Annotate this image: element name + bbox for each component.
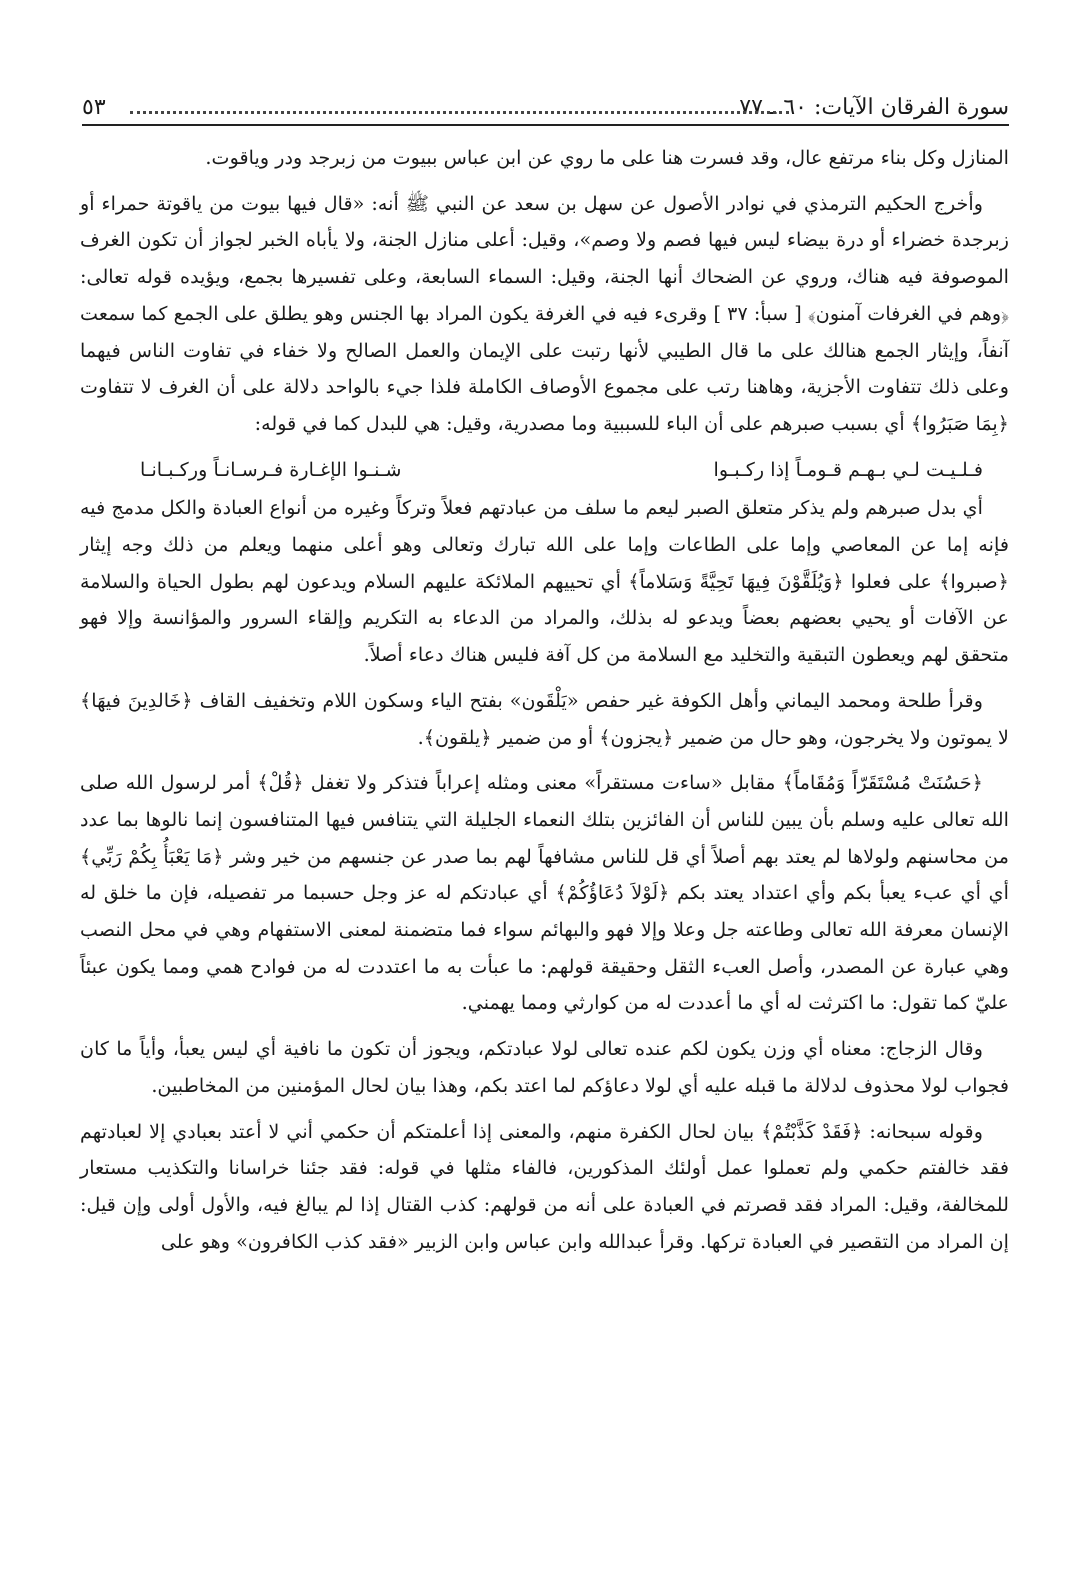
paragraph: المنازل وكل بناء مرتفع عال، وقد فسرت هنا على ما روي عن ابن عباس ببيوت من زبرجد ودر وياقوت. — [205, 146, 1009, 169]
body-text — [80, 140, 1009, 1269]
verse-second-hemistich: شـنـوا الإغـارة فـرسـانـاً وركـبـانـا — [140, 457, 402, 481]
paragraph: وقرأ طلحة ومحمد اليماني وأهل الكوفة غير حفص «يَلْقَون» بفتح الياء وسكون اللام وتخفيف القاف ﴿خَالدِينَ فيهَا﴾ لا يموتون ولا يخرجون، وهو حال من ضمير ﴿يجزون﴾ أو من ضمير ﴿يلقون﴾. — [80, 688, 1009, 749]
paragraph: أي بدل صبرهم ولم يذكر متعلق الصبر ليعم ما سلف من عبادتهم فعلاً وتركاً وغيره من أنواع العبادة والكل مدمج فيه فإنه إما عن المعاصي وإما على الطاعات وإما على الله تبارك وتعالى وهو أعلى منهما ويعلم من ذلك وجه إيثار ﴿صبروا﴾ على فعلوا ﴿وَيُلَقَّوْنَ فِيهَا تَحِيَّةً وَسَلاماً﴾ أي تحييهم الملائكة عليهم السلام ويدعون لهم بطول الحياة والسلامة عن الآفات أو يحيي بعضهم بعضاً ويدعو له بذلك، والمراد من الدعاء به التكريم وإلقاء السرور والمؤانسة وإلا فهو متحقق لهم ويعطون التبقية والتخليد مع السلامة من كل آفة فليس هناك دعاء أصلاً. — [80, 496, 1009, 667]
poetry-verse — [80, 452, 1009, 489]
running-header — [82, 84, 1009, 126]
paragraph: ﴿حَسُنَتْ مُسْتَقَرّاً وَمُقَاماً﴾ مقابل «ساءت مستقراً» معنى ومثله إعراباً فتذكر ولا تغفل ﴿قُلْ﴾ أمر لرسول الله صلى الله تعالى عليه وسلم بأن يبين للناس أن الفائزين بتلك النعماء الجليلة التي يتنافس فيها المتنافسون إنما نالوها بما عدد من محاسنهم ولولاها لم يعتد بهم أصلاً أي قل للناس مشافهاً لهم بما صدر عن جنسهم من خير وشر ﴿مَا يَعْبَأُ بِكُمْ رَبِّي﴾ أي أي عبء يعبأ بكم وأي اعتداد يعتد بكم ﴿لَوْلاَ دُعَاؤُكُمْ﴾ أي عبادتكم له عز وجل حسبما مر تفصيله، فإن ما خلق له الإنسان معرفة الله تعالى وطاعته جل وعلا وإلا فهو والبهائم سواء فما متضمنة لمعنى الاستفهام وهي في محل النصب وهي عبارة عن المصدر، وأصل العبء الثقل وحقيقة قولهم: ما عبأت به ما اعتددت له من فوادح همي ومما يكون عبئاً عليّ كما تقول: ما اكترثت له أي ما أعددت له من كوارثي ومما يهمني. — [80, 771, 1009, 1015]
page-number: ٥٣ — [82, 95, 106, 120]
verse-first-hemistich: فـلـيـت لـي بـهـم قـومـاً إذا ركـبـوا — [713, 457, 983, 481]
header-title: سورة الفرقان الآيات: ٦٠ ـ ٧٧ — [739, 95, 1009, 120]
paragraph: وقوله سبحانه: ﴿فَقَدْ كَذَّبْتُمْ﴾ بيان لحال الكفرة منهم، والمعنى إذا أعلمتكم أن حكمي أني لا أعتد بعبادي إلا لعبادتهم فقد خالفتم حكمي ولم تعملوا عمل أولئك المذكورين، فالفاء مثلها في قوله: فقد جئنا خراسانا والتكذيب مستعار للمخالفة، وقيل: المراد فقد قصرتم في العبادة على أنه من قولهم: كذب القتال إذا لم يبالغ فيه، والأول أولى وإن قيل: إن المراد من التقصير في العبادة تركها. وقرأ عبدالله وابن عباس وابن الزبير «فقد كذب الكافرون» وهو على — [80, 1119, 1009, 1253]
paragraph: وأخرج الحكيم الترمذي في نوادر الأصول عن سهل بن سعد عن النبي ﷺ أنه: «قال فيها بيوت من ياقوتة حمراء أو زبرجدة خضراء أو درة بيضاء ليس فيها فصم ولا وصم»، وقيل: أعلى منازل الجنة، ولا يأباه الخبر لجواز أن تكون الغرف الموصوفة فيه هناك، وروي عن الضحاك أنها الجنة، وقيل: السماء السابعة، وعلى تفسيرها بجمع، ويؤيده قوله تعالى: ﴿وهم في الغرفات آمنون﴾ [ سبأ: ٣٧ ] وقرىء فيه في الغرفة يكون المراد بها الجنس وهو يطلق على الجمع كما سمعت آنفاً، وإيثار الجمع هنالك على ما قال الطيبي لأنها رتبت على الإيمان والعمل الصالح ولا خفاء في تفاوت الناس فيهما وعلى ذلك تتفاوت الأجزية، وهاهنا رتب على مجموع الأوصاف الكاملة فلذا جيء بالواحد دلالة على أن الغرف لا تتفاوت ﴿بِمَا صَبَرُوا﴾ أي بسبب صبرهم على أن الباء للسببية وما مصدرية، وقيل: هي للبدل كما في قوله: — [80, 191, 1010, 435]
header-leader-dots — [130, 111, 789, 114]
paragraph: وقال الزجاج: معناه أي وزن يكون لكم عنده تعالى لولا عبادتكم، ويجوز أن تكون ما نافية أي ليس يعبأ، وأياً ما كان فجواب لولا محذوف لدلالة ما قبله عليه أي لولا دعاؤكم لما اعتد بكم، وهذا بيان لحال المؤمنين من المخاطبين. — [80, 1037, 1009, 1097]
